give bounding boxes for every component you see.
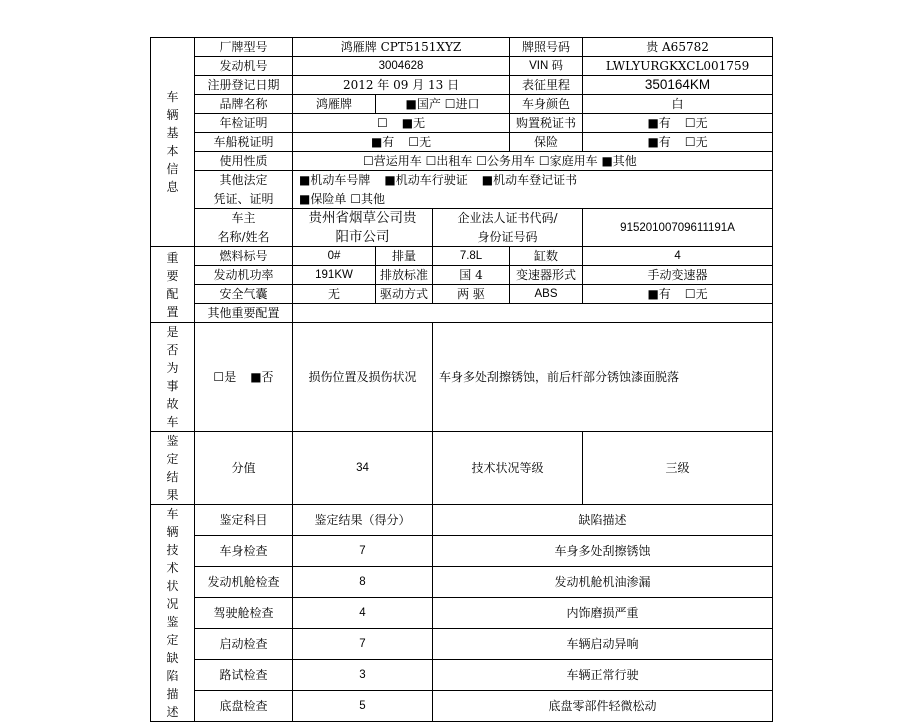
unchecked-box-icon: ☐ [538, 154, 550, 168]
cylinders-value: 4 [583, 247, 773, 266]
docs-options-line-2: ■保险单 ☐其他 [293, 190, 773, 209]
mileage-value: 350164KM [583, 76, 773, 95]
checked-box-icon: ■ [401, 116, 414, 130]
vessel-tax-options: ■有 ☐无 [293, 133, 510, 152]
other-docs-label-1: 其他法定 [195, 171, 293, 190]
damage-value: 车身多处刮擦锈蚀，前后杆部分锈蚀漆面脱落 [433, 323, 773, 432]
fuel-value: 0# [293, 247, 376, 266]
mileage-label: 表征里程 [510, 76, 583, 95]
inspection-label: 年检证明 [195, 114, 293, 133]
row-score: 7 [293, 629, 433, 660]
emission-value: 国 4 [433, 266, 510, 285]
checked-box-icon: ■ [384, 173, 396, 188]
section-result-label: 鉴定结果 [151, 432, 195, 505]
owner-value-2: 阳市公司 [293, 228, 433, 247]
unchecked-box-icon: ☐ [684, 135, 696, 149]
unchecked-box-icon: ☐ [408, 135, 420, 149]
row-subject: 驾驶舱检查 [195, 598, 293, 629]
score-value: 34 [293, 432, 433, 505]
owner-value-1: 贵州省烟草公司贵 [293, 209, 433, 228]
displacement-label: 排量 [376, 247, 433, 266]
abs-label: ABS [510, 285, 583, 304]
checked-box-icon: ■ [647, 116, 659, 130]
vehicle-appraisal-form [150, 37, 772, 722]
grade-label: 技术状况等级 [433, 432, 583, 505]
plate-value: 贵 A65782 [583, 38, 773, 57]
table-row [151, 660, 773, 691]
emission-label: 排放标准 [376, 266, 433, 285]
checked-box-icon: ■ [647, 287, 659, 301]
unchecked-box-icon: ☐ [476, 154, 487, 168]
inspection-none: 无 [413, 116, 426, 130]
unchecked-box-icon: ☐ [444, 97, 456, 111]
plate-label: 牌照号码 [510, 38, 583, 57]
inspection-options [293, 114, 510, 133]
row-score: 3 [293, 660, 433, 691]
row-subject: 发动机舱检查 [195, 567, 293, 598]
row-defect: 发动机舱机油渗漏 [433, 567, 773, 598]
table-row [151, 567, 773, 598]
row-subject: 车身检查 [195, 536, 293, 567]
vin-value: LWLYURGKXCL001759 [583, 57, 773, 76]
docs-options-line-1: ■机动车号牌 ■机动车行驶证 ■机动车登记证书 [293, 171, 773, 190]
brand-model-label: 厂牌型号 [195, 38, 293, 57]
checked-box-icon: ■ [481, 173, 494, 188]
unchecked-box-icon: ☐ [363, 154, 374, 168]
owner-label-1: 车主 [195, 209, 293, 228]
row-defect: 车辆正常行驶 [433, 660, 773, 691]
checked-box-icon: ■ [370, 135, 383, 149]
power-value: 191KW [293, 266, 376, 285]
row-score: 8 [293, 567, 433, 598]
engine-no-label: 发动机号 [195, 57, 293, 76]
unchecked-box-icon: ☐ [684, 287, 696, 301]
gearbox-value: 手动变速器 [583, 266, 773, 285]
brand-name-label: 品牌名称 [195, 95, 293, 114]
cert-value: 91520100709611191A [583, 209, 773, 247]
col-subject-header: 鉴定科目 [195, 505, 293, 536]
row-defect: 车身多处刮擦锈蚀 [433, 536, 773, 567]
checked-box-icon: ■ [299, 191, 311, 206]
damage-label: 损伤位置及损伤状况 [293, 323, 433, 432]
cert-label-1: 企业法人证书代码/ [433, 209, 583, 228]
score-label: 分值 [195, 432, 293, 505]
unchecked-box-icon: ☐ [425, 154, 437, 168]
engine-no-value: 3004628 [293, 57, 510, 76]
unchecked-box-icon: ☐ [350, 191, 361, 206]
table-row [151, 536, 773, 567]
checked-box-icon: ■ [601, 154, 613, 168]
color-value: 白 [583, 95, 773, 114]
row-subject: 底盘检查 [195, 691, 293, 722]
col-result-header: 鉴定结果（得分） [293, 505, 433, 536]
cert-label-2: 身份证号码 [433, 228, 583, 247]
other-config-label: 其他重要配置 [195, 304, 293, 323]
fuel-label: 燃料标号 [195, 247, 293, 266]
accident-options: ☐是 ■否 [195, 323, 293, 432]
row-defect: 车辆启动异响 [433, 629, 773, 660]
color-label: 车身颜色 [510, 95, 583, 114]
usage-options: ☐营运用车 ☐出租车 ☐公务用车 ☐家庭用车 ■其他 [293, 152, 773, 171]
vessel-tax-label: 车船税证明 [195, 133, 293, 152]
checked-box-icon: ■ [647, 135, 659, 149]
reg-date-value: 2012 年 09 月 13 日 [293, 76, 510, 95]
power-label: 发动机功率 [195, 266, 293, 285]
brand-model-value: 鸿雁牌 CPT5151XYZ [293, 38, 510, 57]
section-config-label: 重要配置 [151, 247, 195, 323]
appraisal-table [150, 37, 773, 722]
abs-options: ■有 ☐无 [583, 285, 773, 304]
checked-box-icon: ■ [299, 173, 311, 188]
other-docs-label-2: 凭证、证明 [195, 190, 293, 209]
grade-value: 三级 [583, 432, 773, 505]
origin-options [376, 95, 510, 114]
insurance-label: 保险 [510, 133, 583, 152]
row-score: 5 [293, 691, 433, 722]
brand-name-value: 鸿雁牌 [293, 95, 376, 114]
insurance-options: ■有 ☐无 [583, 133, 773, 152]
vin-label: VIN 码 [510, 57, 583, 76]
checked-box-icon: ■ [250, 370, 262, 384]
section-accident-label: 是否为事故车 [151, 323, 195, 432]
row-defect: 内饰磨损严重 [433, 598, 773, 629]
cylinders-label: 缸数 [510, 247, 583, 266]
row-score: 4 [293, 598, 433, 629]
unchecked-box-icon: ☐ [684, 116, 696, 130]
row-defect: 底盘零部件轻微松动 [433, 691, 773, 722]
airbag-label: 安全气囊 [195, 285, 293, 304]
section-defect-label: 车辆技术状况鉴定缺陷描述 [151, 505, 195, 722]
purchase-tax-label: 购置税证书 [510, 114, 583, 133]
origin-domestic: 国产 [416, 97, 441, 111]
drive-label: 驱动方式 [376, 285, 433, 304]
table-row [151, 598, 773, 629]
section-basic-info-label: 车辆基本信息 [151, 38, 195, 247]
row-score: 7 [293, 536, 433, 567]
drive-value: 两 驱 [433, 285, 510, 304]
usage-label: 使用性质 [195, 152, 293, 171]
unchecked-box-icon: ☐ [376, 116, 388, 130]
table-row [151, 691, 773, 722]
unchecked-box-icon: ☐ [213, 370, 225, 384]
row-subject: 路试检查 [195, 660, 293, 691]
checked-box-icon: ■ [405, 97, 417, 111]
reg-date-label: 注册登记日期 [195, 76, 293, 95]
owner-label-2: 名称/姓名 [195, 228, 293, 247]
col-defect-header: 缺陷描述 [433, 505, 773, 536]
purchase-tax-options: ■有 ☐无 [583, 114, 773, 133]
other-config-value [293, 304, 773, 323]
displacement-value: 7.8L [433, 247, 510, 266]
gearbox-label: 变速器形式 [510, 266, 583, 285]
origin-imported: 进口 [455, 97, 480, 111]
airbag-value: 无 [293, 285, 376, 304]
row-subject: 启动检查 [195, 629, 293, 660]
table-row [151, 629, 773, 660]
